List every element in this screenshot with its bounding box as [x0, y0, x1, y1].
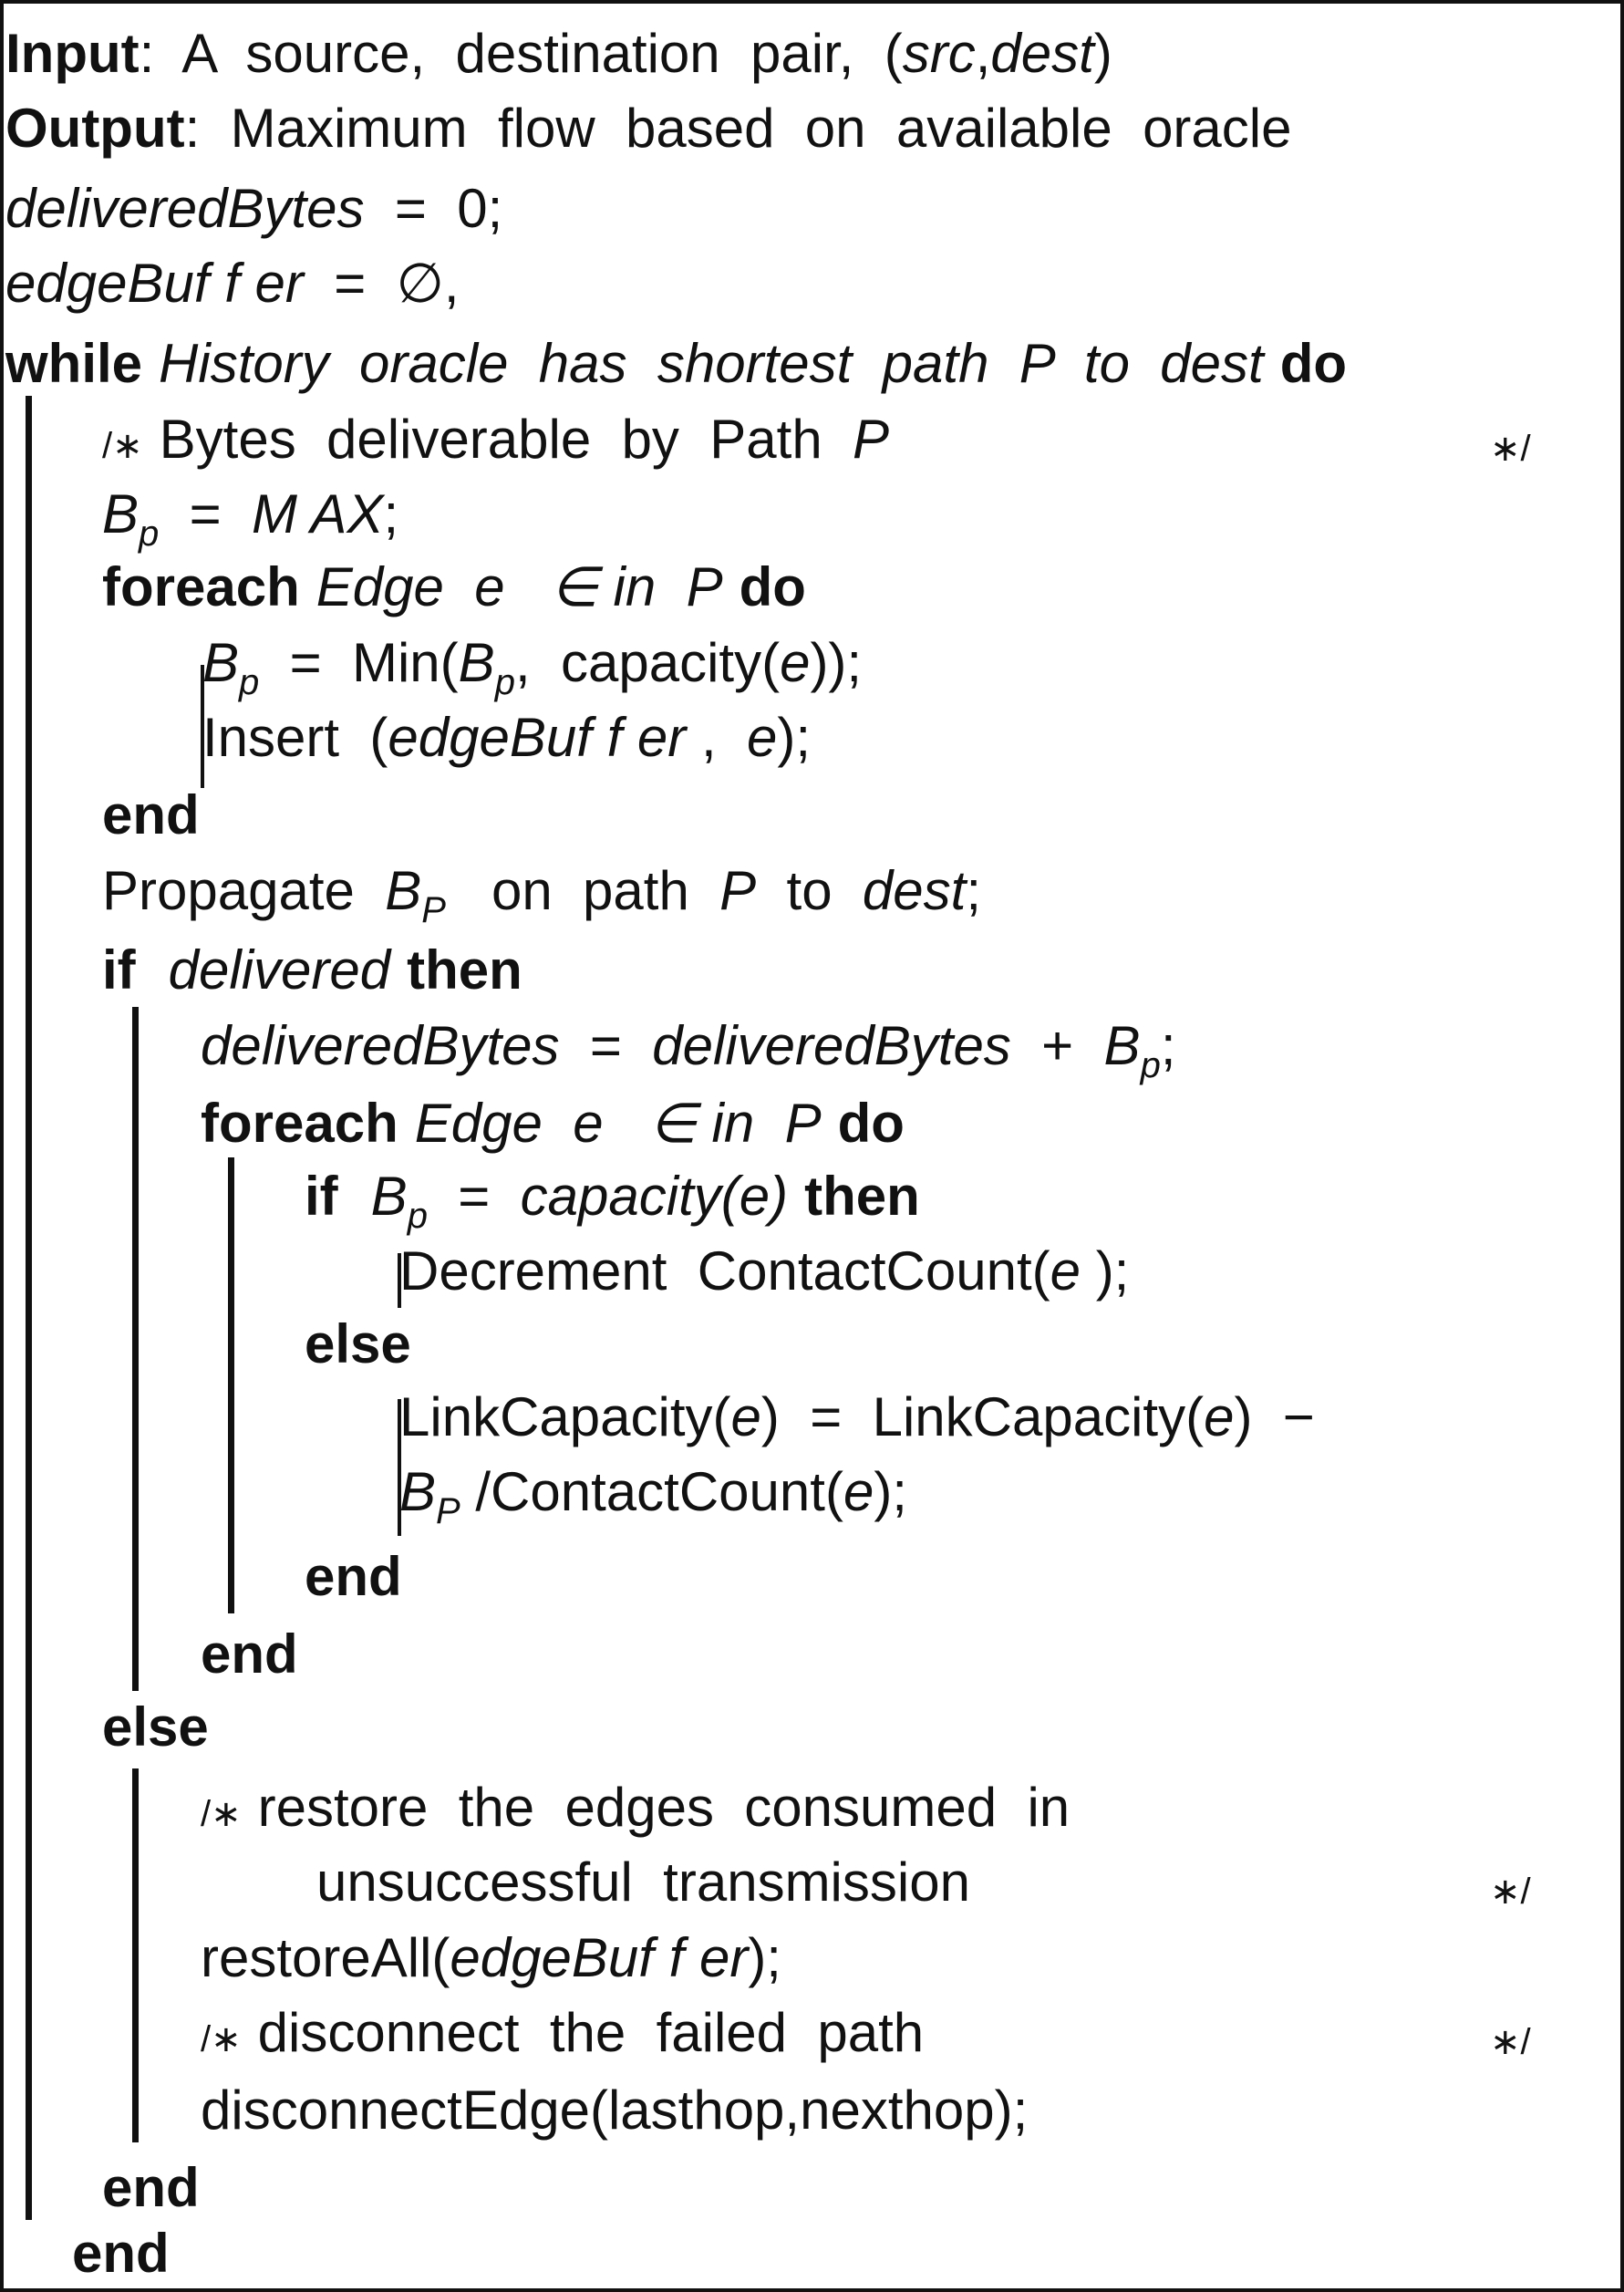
bp-var: B	[102, 483, 140, 544]
if-delivered-block-bar	[132, 1007, 139, 1691]
delivered-condition: delivered	[168, 939, 391, 1001]
propagate-to: to	[756, 860, 863, 921]
foreach-keyword-2: foreach	[201, 1093, 398, 1154]
bP-var-2: B	[399, 1461, 437, 1522]
input-keyword: Input	[5, 23, 140, 84]
src-var: src	[902, 23, 976, 84]
foreach-line	[102, 555, 806, 619]
while-block-bar	[26, 396, 32, 2220]
comment-restore-1: restore the edges consumed in	[257, 1777, 1071, 1838]
equals-3: =	[427, 1166, 521, 1227]
min-close: ));	[810, 632, 863, 693]
else-inner: else	[305, 1313, 411, 1374]
assign-zero: = 0;	[364, 178, 503, 239]
e-var-6: e	[843, 1461, 874, 1522]
link-capacity-line	[399, 1385, 1315, 1449]
output-description: : Maximum flow based on available oracle	[184, 98, 1292, 159]
edge-buffer-var: edgeBuf f er	[5, 253, 304, 314]
do-keyword-2: do	[739, 556, 806, 617]
contact-div-line	[399, 1460, 907, 1543]
decrement-close: );	[1081, 1240, 1130, 1302]
output-keyword: Output	[5, 98, 185, 159]
do-keyword: do	[1279, 333, 1348, 394]
edge-buffer-var-2: edgeBuf f er	[388, 707, 687, 768]
insert-line	[202, 706, 811, 770]
foreach-condition-2: Edge e ∈ in P	[414, 1093, 822, 1154]
end-while: end	[72, 2223, 170, 2284]
comment-restore-2: unsuccessful transmission	[316, 1851, 970, 1913]
bp-subscript-2: p	[239, 662, 260, 702]
end-if-capacity: end	[305, 1546, 402, 1607]
insert-close: );	[777, 707, 812, 768]
update-delivered-line	[201, 1014, 1175, 1097]
foreach-condition: Edge e ∈ in P	[315, 556, 723, 617]
propagate-text: Propagate	[102, 860, 386, 921]
foreach-keyword: foreach	[102, 556, 300, 617]
delivered-bytes-var-3: deliveredBytes	[652, 1015, 1011, 1076]
if-delivered-line	[102, 939, 522, 1002]
semicolon-2: ;	[966, 860, 982, 921]
link-capacity-text: LinkCapacity(	[399, 1386, 731, 1447]
inner-foreach-block-bar	[228, 1157, 234, 1613]
do-keyword-3: do	[837, 1093, 905, 1154]
restore-all-line	[201, 1926, 781, 1990]
e-var-2: e	[746, 707, 778, 768]
decrement-text: Decrement ContactCount(	[399, 1240, 1050, 1302]
semicolon: ;	[383, 483, 399, 544]
semicolon-3: ;	[1160, 1015, 1176, 1076]
comment-close-1: ∗/	[1490, 429, 1531, 469]
propagate-line	[102, 859, 981, 942]
bp-min-line	[202, 631, 862, 714]
path-var: P	[853, 409, 890, 470]
end-if-delivered: end	[102, 2157, 200, 2218]
disconnect-call: disconnectEdge(lasthop,nexthop);	[201, 2079, 1029, 2141]
while-keyword: while	[5, 333, 143, 394]
bp-subscript-3: p	[494, 662, 515, 702]
close-paren: )	[1093, 23, 1112, 84]
contact-div: /ContactCount(	[460, 1461, 843, 1522]
comment-bytes-line	[102, 408, 889, 478]
e-var: e	[780, 632, 811, 693]
capacity-condition: capacity(e)	[520, 1166, 789, 1227]
comma: ,	[975, 23, 991, 84]
bp-var-3: B	[458, 632, 495, 693]
if-keyword-2: if	[305, 1166, 338, 1227]
input-line	[5, 22, 1112, 86]
comment-disconnect: disconnect the failed path	[257, 2002, 925, 2063]
edge-buffer-var-3: edgeBuf f er	[450, 1927, 749, 1988]
restore-all-text: restoreAll(	[201, 1927, 450, 1988]
path-var-2: P	[719, 860, 757, 921]
bp-subscript-5: p	[407, 1196, 428, 1236]
bp-var-4: B	[1103, 1015, 1141, 1076]
contact-close: );	[874, 1461, 907, 1522]
bp-subscript: p	[139, 513, 160, 554]
bP-subscript: P	[421, 890, 446, 930]
decrement-line	[399, 1239, 1129, 1303]
equals-2: =	[559, 1015, 653, 1076]
delivered-bytes-var: deliveredBytes	[5, 178, 365, 239]
bP-var: B	[385, 860, 422, 921]
if-capacity-line	[305, 1165, 920, 1248]
link-minus: ) −	[1234, 1386, 1315, 1447]
comment-open: /∗	[102, 426, 143, 466]
max-const: M AX	[252, 483, 384, 544]
bP-subscript-2: P	[436, 1491, 460, 1531]
e-var-4: e	[730, 1386, 761, 1447]
comment-bytes: Bytes deliverable by Path	[159, 409, 853, 470]
bp-var-2: B	[202, 632, 240, 693]
while-line	[5, 332, 1347, 396]
end-foreach-2: end	[201, 1623, 298, 1685]
init-edgebuffer-line	[5, 252, 460, 316]
end-foreach: end	[102, 784, 200, 845]
then-keyword: then	[407, 939, 522, 1001]
bp-subscript-4: p	[1140, 1045, 1161, 1085]
while-condition: History oracle has shortest path P to dest	[159, 333, 1264, 394]
else-outer: else	[102, 1696, 209, 1758]
output-line	[5, 97, 1291, 161]
comment-open-3: /∗	[201, 2019, 242, 2059]
input-description: : A source, destination pair, (	[139, 23, 903, 84]
foreach-line-2	[201, 1092, 905, 1156]
min-capacity: , capacity(	[514, 632, 781, 693]
assign-empty: = ∅,	[303, 253, 460, 314]
comment-open-2: /∗	[201, 1794, 242, 1834]
init-delivered-line	[5, 177, 502, 241]
comment-close-2: ∗/	[1490, 1872, 1531, 1912]
comment-restore-line-2	[316, 1851, 970, 1914]
disconnect-line	[201, 2079, 1028, 2142]
plus: +	[1010, 1015, 1104, 1076]
min-eq: = Min(	[259, 632, 459, 693]
equals: =	[159, 483, 252, 544]
bp-max-line	[102, 482, 398, 565]
delivered-bytes-var-2: deliveredBytes	[201, 1015, 560, 1076]
insert-text: Insert (	[202, 707, 388, 768]
then-keyword-2: then	[804, 1166, 920, 1227]
insert-sep: ,	[686, 707, 747, 768]
propagate-mid: on path	[445, 860, 720, 921]
dest-var-2: dest	[862, 860, 967, 921]
comment-disconnect-line	[201, 2001, 924, 2071]
bp-var-5: B	[370, 1166, 408, 1227]
link-capacity-mid: ) = LinkCapacity(	[760, 1386, 1205, 1447]
else-block-bar	[132, 1768, 139, 2142]
dest-var: dest	[990, 23, 1094, 84]
comment-restore-line	[201, 1776, 1070, 1846]
if-keyword: if	[102, 939, 136, 1001]
e-var-5: e	[1204, 1386, 1235, 1447]
e-var-3: e	[1050, 1240, 1081, 1302]
comment-close-3: ∗/	[1490, 2022, 1531, 2062]
restore-close: );	[748, 1927, 781, 1988]
